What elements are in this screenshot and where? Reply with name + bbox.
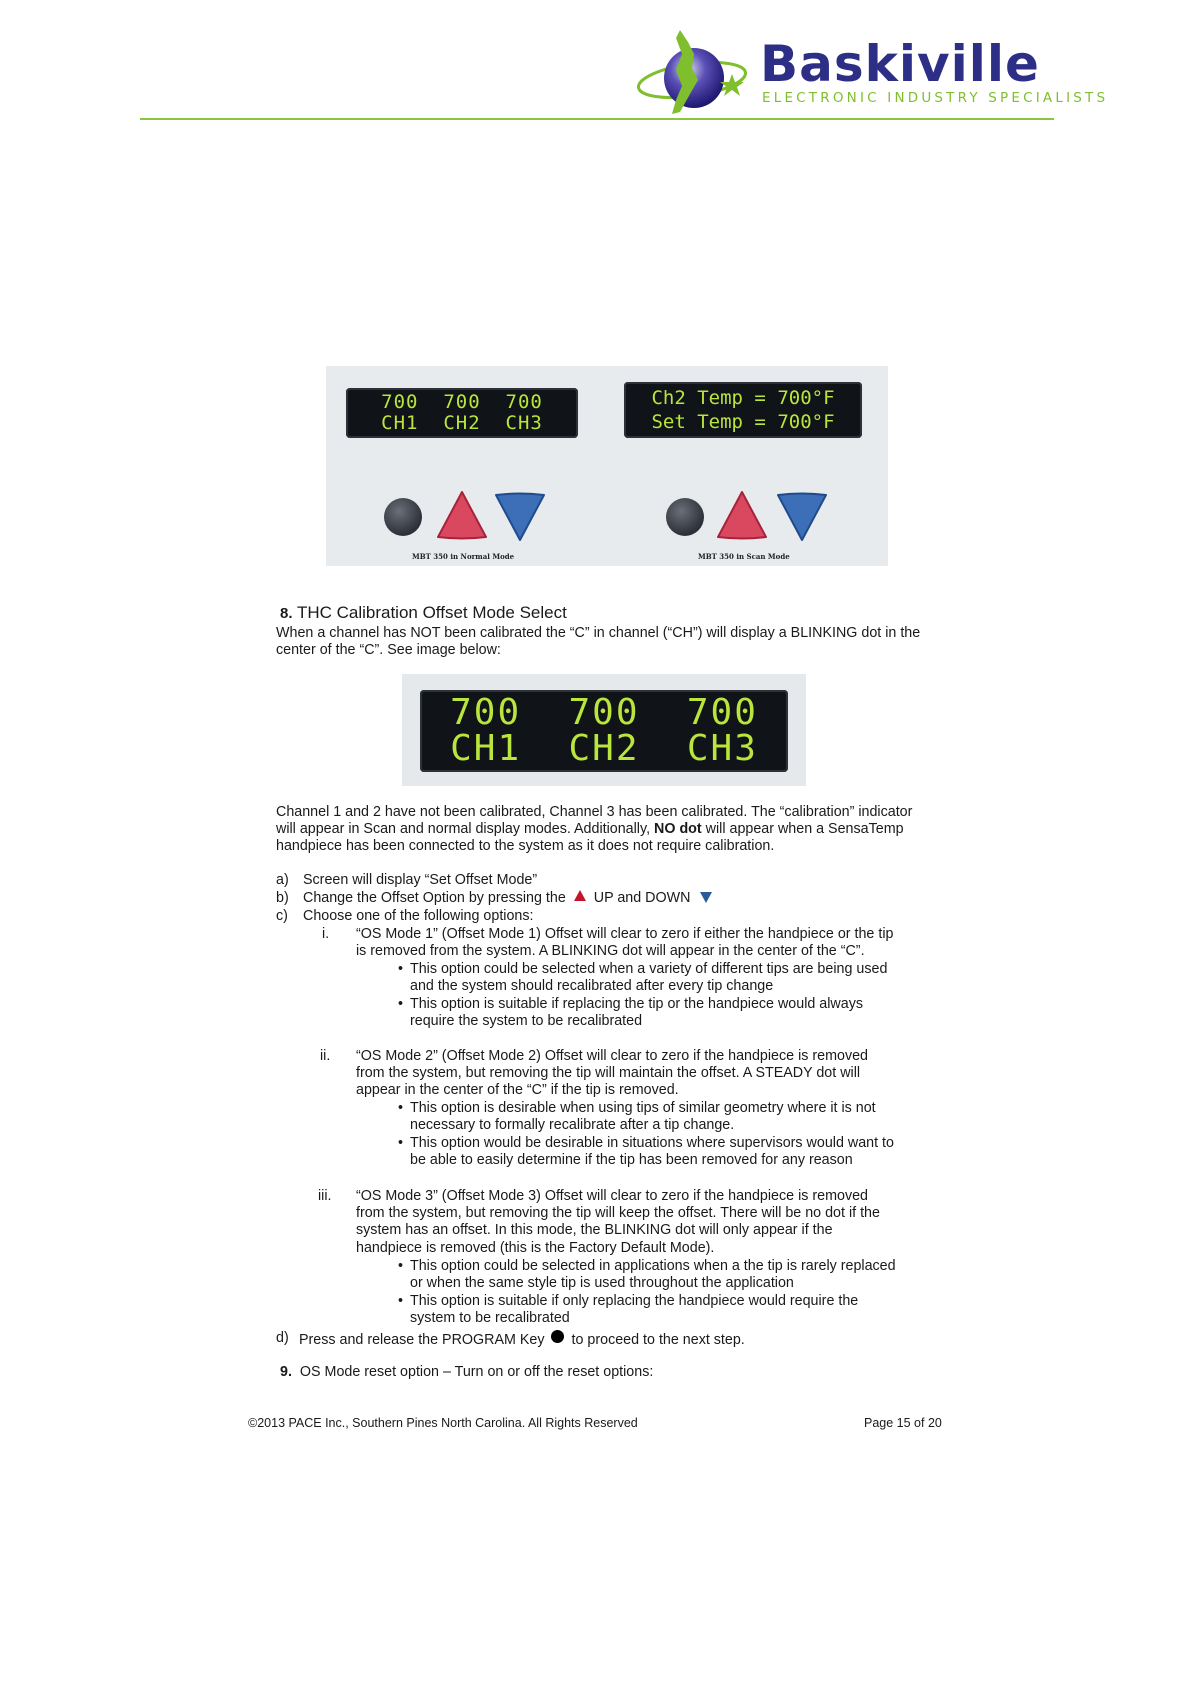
- globe-star-icon: [636, 24, 754, 120]
- step-segment: to proceed to the next step.: [571, 1332, 745, 1348]
- section-title: THC Calibration Offset Mode Select: [296, 603, 567, 622]
- lcd-scan-mode: [624, 382, 862, 438]
- lcd-row: CH1 CH2 CH3: [450, 728, 758, 769]
- step-text: [299, 1330, 745, 1350]
- bullet-text: necessary to formally recalibrate after a tip change.: [410, 1117, 735, 1133]
- bullet-icon: •: [398, 996, 404, 1012]
- bullet-text: require the system to be recalibrated: [410, 1013, 643, 1029]
- bullet-text: This option could be selected in applications when a the tip is rarely replaced: [410, 1258, 896, 1274]
- up-arrow-button-icon: [436, 490, 488, 540]
- option-numeral: iii.: [318, 1188, 332, 1204]
- control-panel-figure: [326, 366, 888, 566]
- step-segment: Change the Offset Option by pressing the: [303, 890, 566, 906]
- down-arrow-button-icon: [494, 492, 546, 542]
- figure-caption: MBT 350 in Normal Mode: [412, 552, 515, 561]
- up-arrow-icon: [574, 890, 586, 901]
- brand-name: Baskiville: [760, 35, 1040, 93]
- option-text: system has an offset. In this mode, the BLINKING dot will only appear if the: [356, 1222, 833, 1238]
- bullet-icon: •: [398, 1293, 404, 1309]
- note-text: [276, 821, 904, 839]
- bullet-text: This option is suitable if only replacing the handpiece would require the: [410, 1293, 859, 1309]
- bullet-text: system to be recalibrated: [410, 1310, 570, 1326]
- bullet-icon: •: [398, 961, 404, 977]
- bullet-text: This option would be desirable in situations where supervisors would want to: [410, 1135, 894, 1151]
- bullet-icon: •: [398, 1100, 404, 1116]
- bullet-icon: •: [398, 1258, 404, 1274]
- lcd-row: 700 700 700: [450, 692, 758, 733]
- option-text: from the system, but removing the tip will maintain the offset. A STEADY dot will: [356, 1065, 861, 1081]
- intro-text: When a channel has NOT been calibrated the “C” in channel (“CH”) will display a BLINKING dot in the: [276, 625, 921, 641]
- brand-tagline: ELECTRONIC INDUSTRY SPECIALISTS: [762, 90, 1109, 106]
- step-label: b): [276, 890, 289, 906]
- section-heading: [280, 1364, 653, 1382]
- bullet-text: This option could be selected when a variety of different tips are being used: [410, 961, 888, 977]
- option-text: “OS Mode 1” (Offset Mode 1) Offset will clear to zero if either the handpiece or the tip: [356, 926, 894, 942]
- step-text: Screen will display “Set Offset Mode”: [303, 872, 538, 888]
- section-heading: [280, 604, 567, 623]
- intro-text: center of the “C”. See image below:: [276, 642, 501, 658]
- note-segment: will appear in Scan and normal display modes. Additionally,: [276, 821, 651, 837]
- figure-caption: MBT 350 in Scan Mode: [698, 552, 790, 561]
- up-arrow-button-icon: [716, 490, 768, 540]
- note-segment: will appear when a SensaTemp: [705, 821, 904, 837]
- bullet-text: This option is suitable if replacing the tip or the handpiece would always: [410, 996, 863, 1012]
- note-text: Channel 1 and 2 have not been calibrated, Channel 3 has been calibrated. The “calibration” indicator: [276, 804, 913, 820]
- lcd-row: Ch2 Temp = 700°F: [651, 387, 835, 409]
- step-text: Choose one of the following options:: [303, 908, 534, 924]
- step-label: d): [276, 1330, 289, 1346]
- bullet-text: This option is desirable when using tips of similar geometry where it is not: [410, 1100, 876, 1116]
- bullet-text: be able to easily determine if the tip has been removed for any reason: [410, 1152, 853, 1168]
- bullet-icon: •: [398, 1135, 404, 1151]
- option-numeral: ii.: [320, 1048, 331, 1064]
- bullet-text: and the system should recalibrated after every tip change: [410, 978, 774, 994]
- lcd-row: CH1 CH2 CH3: [381, 412, 543, 434]
- option-text: is removed from the system. A BLINKING dot will appear in the center of the “C”.: [356, 943, 865, 959]
- option-text: appear in the center of the “C” if the tip is removed.: [356, 1082, 679, 1098]
- section-text: OS Mode reset option – Turn on or off the reset options:: [299, 1364, 654, 1380]
- step-label: c): [276, 908, 288, 924]
- lcd-display: [420, 690, 788, 772]
- program-button-icon: [666, 498, 704, 536]
- option-text: handpiece is removed (this is the Factory Default Mode).: [356, 1240, 715, 1256]
- lcd-row: 700 700 700: [381, 391, 543, 413]
- bullet-text: or when the same style tip is used throughout the application: [410, 1275, 794, 1291]
- option-text: from the system, but removing the tip will keep the offset. There will be no dot if the: [356, 1205, 880, 1221]
- section-number: 8.: [280, 605, 293, 622]
- option-numeral: i.: [322, 926, 330, 942]
- down-arrow-button-icon: [776, 492, 828, 542]
- note-text: handpiece has been connected to the system as it does not require calibration.: [276, 838, 775, 854]
- step-text: [303, 890, 712, 908]
- lcd-normal-mode: [346, 388, 578, 438]
- option-text: “OS Mode 3” (Offset Mode 3) Offset will clear to zero if the handpiece is removed: [356, 1188, 869, 1204]
- header-divider: [140, 118, 1054, 120]
- footer-page-number: Page 15 of 20: [864, 1416, 942, 1430]
- step-label: a): [276, 872, 289, 888]
- section-number: 9.: [280, 1364, 292, 1380]
- lcd-row: Set Temp = 700°F: [651, 411, 835, 433]
- program-button-icon: [384, 498, 422, 536]
- step-segment: UP and DOWN: [593, 890, 691, 906]
- program-key-icon: [551, 1330, 564, 1343]
- footer-copyright: ©2013 PACE Inc., Southern Pines North Carolina. All Rights Reserved: [248, 1416, 638, 1430]
- step-segment: Press and release the PROGRAM Key: [299, 1332, 545, 1348]
- option-text: “OS Mode 2” (Offset Mode 2) Offset will clear to zero if the handpiece is removed: [356, 1048, 869, 1064]
- calibration-lcd-figure: [402, 674, 806, 786]
- down-arrow-icon: [700, 892, 712, 903]
- note-bold: NO dot: [654, 821, 702, 837]
